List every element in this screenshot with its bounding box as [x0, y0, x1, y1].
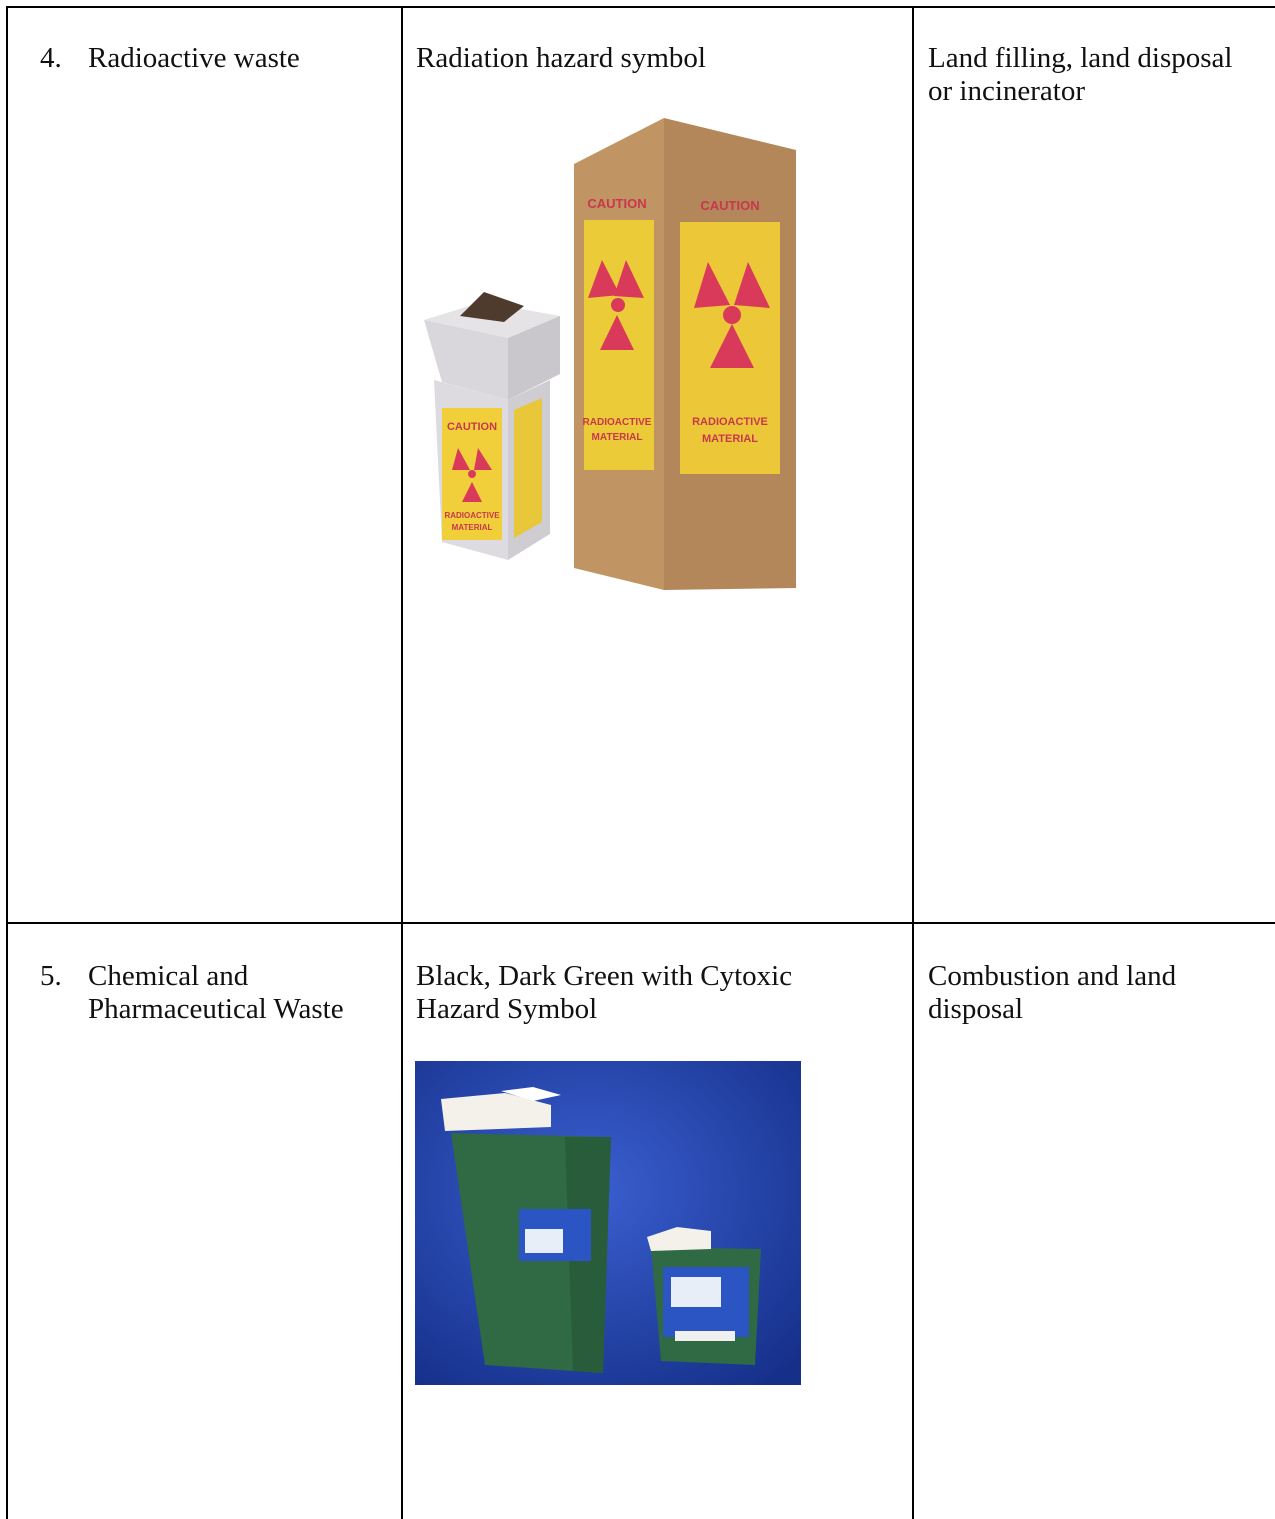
container-line: Hazard Symbol [416, 993, 598, 1025]
radioactive-waste-boxes-photo [412, 110, 804, 610]
small-box-material-label: RADIOACTIVE [444, 511, 500, 520]
container-cell [416, 42, 906, 75]
large-bin-label-inner [525, 1229, 563, 1253]
small-bin-label-inner [671, 1277, 721, 1307]
treatment-line: or incinerator [928, 75, 1086, 107]
waste-type-line: Chemical and [88, 960, 249, 992]
small-box-material-label: MATERIAL [451, 523, 493, 532]
small-box-caution-label: CAUTION [446, 421, 498, 433]
treatment-line: Combustion and land [928, 960, 1177, 992]
container-line: Radiation hazard symbol [416, 42, 706, 74]
table-top-border [6, 6, 1275, 8]
treatment-cell [928, 960, 1273, 1026]
large-box-material-label-side: MATERIAL [701, 433, 759, 445]
column-divider-1 [401, 6, 403, 1519]
small-box-label-side [514, 398, 542, 538]
large-box-material-label-side: RADIOACTIVE [692, 416, 768, 428]
treatment-cell [928, 42, 1273, 108]
container-cell [416, 960, 906, 1026]
row-number: 4. [40, 42, 62, 74]
treatment-line: disposal [928, 993, 1024, 1025]
row-divider [6, 922, 1275, 924]
waste-type-cell [88, 42, 388, 75]
waste-type-line: Pharmaceutical Waste [88, 993, 344, 1025]
large-box-material-label: RADIOACTIVE [582, 417, 652, 428]
large-box-caution-label: CAUTION [587, 196, 647, 211]
small-bin-label-base [675, 1331, 735, 1341]
large-box-material-label: MATERIAL [591, 432, 643, 443]
chemical-waste-containers-photo [415, 1061, 801, 1385]
container-line: Black, Dark Green with Cytoxic [416, 960, 793, 992]
column-divider-2 [912, 6, 914, 1519]
waste-type-line: Radioactive waste [88, 42, 300, 74]
treatment-line: Land filling, land disposal [928, 42, 1233, 74]
waste-type-cell [88, 960, 393, 1026]
row-number: 5. [40, 960, 62, 992]
large-box-caution-label-side: CAUTION [700, 198, 760, 213]
table-left-border [6, 6, 8, 1519]
